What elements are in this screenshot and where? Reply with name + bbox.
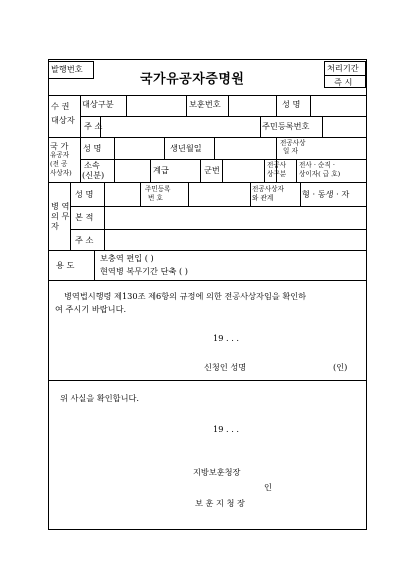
request-date: 19 . . . — [213, 333, 240, 343]
confirm-date: 19 . . . — [213, 424, 240, 434]
subject-address-label: 주 소 — [84, 121, 103, 131]
row-line — [48, 280, 367, 281]
military-registry-label: 본 적 — [75, 212, 94, 222]
military-section-label: 의 무 — [51, 211, 70, 221]
subject-name-label: 성 명 — [282, 99, 301, 109]
col-line — [322, 116, 323, 137]
military-section-label: 병 역 — [51, 201, 70, 211]
processing-period-label: 처리기간 — [327, 63, 359, 73]
veteran-war-date-label: 전공사상 — [280, 139, 306, 147]
military-relation-value: 형 · 동생 · 자 — [302, 189, 350, 199]
applicant-name-label: 신청인 성명 — [204, 362, 247, 372]
col-line — [150, 159, 151, 182]
row-line — [80, 116, 367, 117]
col-line — [276, 95, 277, 116]
official-seal: 인 — [264, 482, 272, 492]
col-line — [296, 159, 297, 182]
veteran-rank-label: 계급 — [153, 165, 169, 175]
veteran-birth-label: 생년월일 — [170, 143, 202, 153]
confirm-text: 위 사실을 확인합니다. — [60, 393, 139, 403]
row-line — [80, 159, 367, 160]
row-line — [48, 182, 367, 183]
col-line — [114, 137, 115, 182]
military-relation-label: 와 관계 — [252, 194, 274, 202]
regional-office-label: 지방보훈청장 — [193, 467, 241, 477]
military-resident-no-label: 번 호 — [148, 194, 163, 202]
col-line — [140, 182, 141, 206]
col-line — [214, 137, 215, 159]
veteran-unit-label: (신분) — [82, 170, 105, 180]
request-text: 여 주시기 바랍니다. — [55, 304, 127, 314]
row-line — [48, 250, 367, 251]
military-resident-no-label: 주민등록 — [145, 185, 171, 193]
military-name-label: 성 명 — [75, 189, 94, 199]
col-line — [80, 95, 81, 182]
col-line — [222, 159, 223, 182]
subject-section-label: 대상자 — [51, 115, 75, 125]
veteran-injury-type-label: 전공사 — [267, 161, 287, 169]
veteran-death-type-label: 상이자( 급 호) — [299, 170, 341, 178]
veteran-death-type-label: 전사 · 순직 · — [299, 161, 335, 169]
document-title: 국가유공자증명원 — [140, 72, 245, 87]
veteran-section-label: (전 공 — [50, 160, 68, 168]
subject-veteran-no-label: 보훈번호 — [189, 99, 221, 109]
col-line — [188, 182, 189, 206]
applicant-seal: (인) — [333, 362, 348, 372]
veteran-war-date-label: 일 자 — [283, 147, 298, 155]
col-line — [200, 159, 201, 182]
row-line — [48, 137, 367, 138]
col-line — [228, 95, 229, 116]
veteran-section-label: 사상자) — [50, 169, 72, 177]
subject-resident-no-label: 주민등록번호 — [262, 121, 310, 131]
col-line — [104, 182, 105, 250]
veteran-section-label: 국 가 — [50, 141, 69, 151]
veteran-injury-type-label: 상구분 — [267, 170, 287, 178]
veteran-section-label: 유공자 — [50, 151, 70, 159]
col-line — [260, 116, 261, 137]
row-line — [48, 380, 367, 381]
usage-option-shorten: 현역병 복무기간 단축 ( ) — [100, 266, 188, 276]
veteran-unit-label: 소속 — [84, 160, 100, 170]
subject-category-label: 대상구분 — [82, 99, 114, 109]
col-line — [164, 137, 165, 159]
col-line — [310, 95, 311, 116]
col-line — [70, 182, 71, 250]
col-line — [250, 182, 251, 206]
usage-label: 용 도 — [56, 260, 75, 270]
military-address-label: 주 소 — [75, 235, 94, 245]
usage-option-reserve: 보충역 편입 ( ) — [100, 253, 154, 263]
col-line — [126, 95, 127, 116]
request-text: 병역법시행령 제130조 제6항의 규정에 의한 전공사상자임을 확인하 — [64, 291, 307, 301]
row-line — [70, 206, 367, 207]
military-relation-label: 전공사상자 — [252, 185, 284, 193]
veteran-service-no-label: 군번 — [204, 165, 220, 175]
col-line — [94, 250, 95, 280]
processing-period-value: 즉 시 — [334, 77, 353, 87]
row-line — [48, 95, 367, 96]
col-line — [264, 159, 265, 182]
veteran-name-label: 성 명 — [83, 143, 102, 153]
subject-section-label: 수 권 — [51, 101, 70, 111]
issue-no-label: 발행번호 — [51, 64, 83, 74]
col-line — [186, 95, 187, 116]
row-line — [70, 229, 367, 230]
branch-office-label: 보 훈 지 청 장 — [195, 498, 245, 508]
col-line — [300, 182, 301, 206]
military-section-label: 자 — [51, 221, 59, 231]
